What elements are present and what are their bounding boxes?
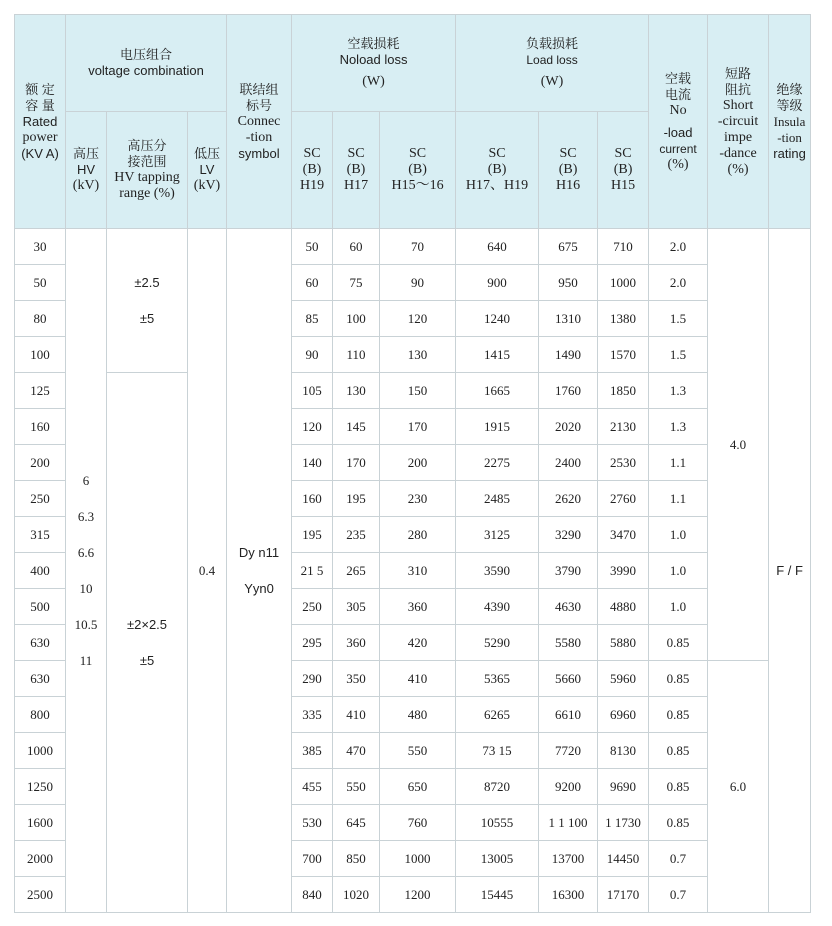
noload-h15-cell: 120 bbox=[380, 301, 456, 337]
hv-header: 高压 HV (kV) bbox=[66, 112, 107, 229]
noload-h19-cell: 21 5 bbox=[292, 553, 333, 589]
noload-current-cell: 2.0 bbox=[649, 229, 708, 265]
connection-symbol-cell bbox=[227, 229, 292, 913]
noload-current-cell: 0.85 bbox=[649, 661, 708, 697]
noload-current-cell: 1.0 bbox=[649, 553, 708, 589]
cell-line: ±2×2.5 bbox=[126, 616, 168, 632]
noload-current-cell: 0.85 bbox=[649, 697, 708, 733]
load-h16-cell: 4630 bbox=[539, 589, 598, 625]
noload-current-cell: 1.3 bbox=[649, 373, 708, 409]
noload-current-cell: 2.0 bbox=[649, 265, 708, 301]
noload-h19-cell: 530 bbox=[292, 805, 333, 841]
noload-current-cell: 0.85 bbox=[649, 769, 708, 805]
cell-line: Dy n11 bbox=[238, 544, 280, 560]
noload-h15-cell: 420 bbox=[380, 625, 456, 661]
noload-h15-cell: 70 bbox=[380, 229, 456, 265]
load-h16-cell: 2400 bbox=[539, 445, 598, 481]
rated-power-cell: 250 bbox=[15, 481, 66, 517]
noload-h15-cell: 650 bbox=[380, 769, 456, 805]
rated-power-cell: 50 bbox=[15, 265, 66, 301]
noload-h17-cell: 1020 bbox=[333, 877, 380, 913]
noload-h15-cell: 410 bbox=[380, 661, 456, 697]
load-h15-cell: 5960 bbox=[598, 661, 649, 697]
load-h16-cell: 1 1 100 bbox=[539, 805, 598, 841]
noload-h19-cell: 160 bbox=[292, 481, 333, 517]
noload-h17-cell: 360 bbox=[333, 625, 380, 661]
load-h17-h19-cell: 8720 bbox=[456, 769, 539, 805]
noload-h17-cell: 305 bbox=[333, 589, 380, 625]
noload-h17-header: SC (B) H17 bbox=[333, 112, 380, 229]
rated-power-cell: 630 bbox=[15, 661, 66, 697]
load-h15-header: SC (B) H15 bbox=[598, 112, 649, 229]
noload-current-cell: 1.1 bbox=[649, 445, 708, 481]
load-h17-h19-cell: 640 bbox=[456, 229, 539, 265]
noload-current-cell: 1.5 bbox=[649, 301, 708, 337]
noload-h15-cell: 90 bbox=[380, 265, 456, 301]
cell-line: 6.3 bbox=[77, 508, 95, 524]
rated-power-cell: 80 bbox=[15, 301, 66, 337]
noload-current-cell: 0.7 bbox=[649, 841, 708, 877]
noload-h19-header: SC (B) H19 bbox=[292, 112, 333, 229]
noload-h15-cell: 1000 bbox=[380, 841, 456, 877]
noload-h19-cell: 50 bbox=[292, 229, 333, 265]
noload-h17-cell: 130 bbox=[333, 373, 380, 409]
noload-h15-cell: 130 bbox=[380, 337, 456, 373]
load-h17-h19-cell: 6265 bbox=[456, 697, 539, 733]
load-h17-h19-cell: 1415 bbox=[456, 337, 539, 373]
load-h15-cell: 6960 bbox=[598, 697, 649, 733]
load-h16-cell: 13700 bbox=[539, 841, 598, 877]
noload-h17-cell: 110 bbox=[333, 337, 380, 373]
hv-tapping-header: 高压分 接范围 HV tapping range (%) bbox=[107, 112, 188, 229]
noload-current-cell: 1.3 bbox=[649, 409, 708, 445]
noload-h17-cell: 170 bbox=[333, 445, 380, 481]
noload-h15-cell: 360 bbox=[380, 589, 456, 625]
load-h16-cell: 3790 bbox=[539, 553, 598, 589]
load-h17-h19-cell: 73 15 bbox=[456, 733, 539, 769]
noload-h15-cell: 280 bbox=[380, 517, 456, 553]
noload-h15-cell: 310 bbox=[380, 553, 456, 589]
rated-power-cell: 2000 bbox=[15, 841, 66, 877]
noload-h15-cell: 1200 bbox=[380, 877, 456, 913]
noload-h17-cell: 265 bbox=[333, 553, 380, 589]
connection-symbol-header: 联结组 标号 Connec -tion symbol bbox=[227, 15, 292, 229]
load-h15-cell: 2130 bbox=[598, 409, 649, 445]
noload-h15-cell: 170 bbox=[380, 409, 456, 445]
load-h16-header: SC (B) H16 bbox=[539, 112, 598, 229]
transformer-spec-table bbox=[14, 14, 811, 913]
insulation-header: 绝缘 等级 Insula -tion rating bbox=[769, 15, 811, 229]
cell-line: Yyn0 bbox=[244, 580, 274, 596]
load-h15-cell: 1850 bbox=[598, 373, 649, 409]
rated-power-cell: 1000 bbox=[15, 733, 66, 769]
load-h15-cell: 8130 bbox=[598, 733, 649, 769]
noload-h19-cell: 85 bbox=[292, 301, 333, 337]
load-h16-cell: 7720 bbox=[539, 733, 598, 769]
noload-current-cell: 0.85 bbox=[649, 625, 708, 661]
noload-h19-cell: 60 bbox=[292, 265, 333, 301]
noload-current-cell: 0.7 bbox=[649, 877, 708, 913]
noload-h19-cell: 90 bbox=[292, 337, 333, 373]
noload-h19-cell: 455 bbox=[292, 769, 333, 805]
noload-h19-cell: 195 bbox=[292, 517, 333, 553]
load-h15-cell: 4880 bbox=[598, 589, 649, 625]
noload-current-cell: 1.0 bbox=[649, 517, 708, 553]
impedance-cell: 4.0 bbox=[708, 229, 769, 661]
noload-h19-cell: 840 bbox=[292, 877, 333, 913]
load-h17-h19-cell: 900 bbox=[456, 265, 539, 301]
insulation-cell: F / F bbox=[769, 229, 811, 913]
rated-power-cell: 125 bbox=[15, 373, 66, 409]
rated-power-cell: 1250 bbox=[15, 769, 66, 805]
load-h15-cell: 9690 bbox=[598, 769, 649, 805]
rated-power-cell: 315 bbox=[15, 517, 66, 553]
noload-h15-cell: 150 bbox=[380, 373, 456, 409]
rated-power-cell: 630 bbox=[15, 625, 66, 661]
load-h15-cell: 3470 bbox=[598, 517, 649, 553]
noload-h17-cell: 195 bbox=[333, 481, 380, 517]
load-h17-h19-cell: 10555 bbox=[456, 805, 539, 841]
noload-h17-cell: 145 bbox=[333, 409, 380, 445]
load-h15-cell: 1000 bbox=[598, 265, 649, 301]
load-h17-h19-cell: 1240 bbox=[456, 301, 539, 337]
load-h17-h19-cell: 5365 bbox=[456, 661, 539, 697]
load-h16-cell: 16300 bbox=[539, 877, 598, 913]
noload-h19-cell: 385 bbox=[292, 733, 333, 769]
hv-tapping-cell bbox=[107, 373, 188, 913]
noload-h17-cell: 410 bbox=[333, 697, 380, 733]
noload-loss-header: 空载损耗 Noload loss (W) bbox=[292, 15, 456, 112]
noload-h19-cell: 335 bbox=[292, 697, 333, 733]
noload-h17-cell: 550 bbox=[333, 769, 380, 805]
load-h17-h19-cell: 15445 bbox=[456, 877, 539, 913]
rated-power-cell: 30 bbox=[15, 229, 66, 265]
noload-h17-cell: 850 bbox=[333, 841, 380, 877]
noload-h19-cell: 700 bbox=[292, 841, 333, 877]
noload-h15-header: SC (B) H15～16 bbox=[380, 112, 456, 229]
table-row bbox=[15, 373, 811, 409]
noload-h15-cell: 200 bbox=[380, 445, 456, 481]
noload-h19-cell: 140 bbox=[292, 445, 333, 481]
load-h16-cell: 6610 bbox=[539, 697, 598, 733]
rated-power-header: 额 定 容 量 Rated power (KV A) bbox=[15, 15, 66, 229]
load-loss-header: 负载损耗 Load loss (W) bbox=[456, 15, 649, 112]
load-h15-cell: 710 bbox=[598, 229, 649, 265]
impedance-cell: 6.0 bbox=[708, 661, 769, 913]
table-row bbox=[15, 229, 811, 265]
lv-voltage-cell: 0.4 bbox=[188, 229, 227, 913]
load-h16-cell: 1310 bbox=[539, 301, 598, 337]
load-h16-cell: 1760 bbox=[539, 373, 598, 409]
load-h16-cell: 2020 bbox=[539, 409, 598, 445]
load-h15-cell: 5880 bbox=[598, 625, 649, 661]
cell-line: 10.5 bbox=[74, 616, 98, 632]
rated-power-cell: 200 bbox=[15, 445, 66, 481]
rated-power-cell: 2500 bbox=[15, 877, 66, 913]
cell-line: ±5 bbox=[139, 652, 155, 668]
rated-power-cell: 400 bbox=[15, 553, 66, 589]
load-h16-cell: 5660 bbox=[539, 661, 598, 697]
impedance-header: 短路 阻抗 Short -circuit impe -dance (%) bbox=[708, 15, 769, 229]
load-h15-cell: 3990 bbox=[598, 553, 649, 589]
noload-h15-cell: 230 bbox=[380, 481, 456, 517]
cell-line: 10 bbox=[79, 580, 93, 596]
noload-h19-cell: 120 bbox=[292, 409, 333, 445]
load-h15-cell: 1380 bbox=[598, 301, 649, 337]
noload-h19-cell: 290 bbox=[292, 661, 333, 697]
noload-h17-cell: 645 bbox=[333, 805, 380, 841]
load-h15-cell: 1570 bbox=[598, 337, 649, 373]
hv-voltage-cell bbox=[66, 229, 107, 913]
noload-h15-cell: 760 bbox=[380, 805, 456, 841]
load-h17-h19-cell: 5290 bbox=[456, 625, 539, 661]
noload-h15-cell: 480 bbox=[380, 697, 456, 733]
load-h17-h19-cell: 2275 bbox=[456, 445, 539, 481]
load-h16-cell: 5580 bbox=[539, 625, 598, 661]
rated-power-cell: 1600 bbox=[15, 805, 66, 841]
rated-power-cell: 160 bbox=[15, 409, 66, 445]
load-h16-cell: 950 bbox=[539, 265, 598, 301]
noload-h19-cell: 105 bbox=[292, 373, 333, 409]
hv-tapping-cell bbox=[107, 229, 188, 373]
noload-current-cell: 0.85 bbox=[649, 733, 708, 769]
noload-h17-cell: 470 bbox=[333, 733, 380, 769]
load-h15-cell: 2530 bbox=[598, 445, 649, 481]
load-h17-h19-cell: 13005 bbox=[456, 841, 539, 877]
load-h15-cell: 14450 bbox=[598, 841, 649, 877]
noload-h17-cell: 75 bbox=[333, 265, 380, 301]
noload-current-cell: 1.0 bbox=[649, 589, 708, 625]
voltage-combination-header: 电压组合 voltage combination bbox=[66, 15, 227, 112]
load-h17-h19-cell: 2485 bbox=[456, 481, 539, 517]
lv-header: 低压 LV (kV) bbox=[188, 112, 227, 229]
cell-line: ±5 bbox=[139, 310, 155, 326]
noload-h17-cell: 350 bbox=[333, 661, 380, 697]
noload-current-cell: 0.85 bbox=[649, 805, 708, 841]
rated-power-cell: 800 bbox=[15, 697, 66, 733]
noload-h19-cell: 295 bbox=[292, 625, 333, 661]
load-h16-cell: 9200 bbox=[539, 769, 598, 805]
load-h16-cell: 3290 bbox=[539, 517, 598, 553]
noload-current-header: 空载 电流 No -load current (%) bbox=[649, 15, 708, 229]
noload-h17-cell: 60 bbox=[333, 229, 380, 265]
noload-current-cell: 1.1 bbox=[649, 481, 708, 517]
noload-current-cell: 1.5 bbox=[649, 337, 708, 373]
load-h17-h19-cell: 4390 bbox=[456, 589, 539, 625]
load-h17-h19-cell: 1665 bbox=[456, 373, 539, 409]
load-h17-h19-header: SC (B) H17、H19 bbox=[456, 112, 539, 229]
cell-line: ±2.5 bbox=[134, 274, 160, 290]
noload-h19-cell: 250 bbox=[292, 589, 333, 625]
cell-line: 11 bbox=[79, 652, 93, 668]
load-h16-cell: 2620 bbox=[539, 481, 598, 517]
cell-line: 6.6 bbox=[77, 544, 95, 560]
load-h16-cell: 675 bbox=[539, 229, 598, 265]
noload-h17-cell: 235 bbox=[333, 517, 380, 553]
load-h15-cell: 2760 bbox=[598, 481, 649, 517]
table-body bbox=[15, 229, 811, 913]
load-h16-cell: 1490 bbox=[539, 337, 598, 373]
load-h17-h19-cell: 3590 bbox=[456, 553, 539, 589]
rated-power-cell: 500 bbox=[15, 589, 66, 625]
load-h17-h19-cell: 1915 bbox=[456, 409, 539, 445]
cell-line: 6 bbox=[82, 472, 90, 488]
rated-power-cell: 100 bbox=[15, 337, 66, 373]
load-h15-cell: 17170 bbox=[598, 877, 649, 913]
noload-h15-cell: 550 bbox=[380, 733, 456, 769]
load-h17-h19-cell: 3125 bbox=[456, 517, 539, 553]
noload-h17-cell: 100 bbox=[333, 301, 380, 337]
load-h15-cell: 1 1730 bbox=[598, 805, 649, 841]
